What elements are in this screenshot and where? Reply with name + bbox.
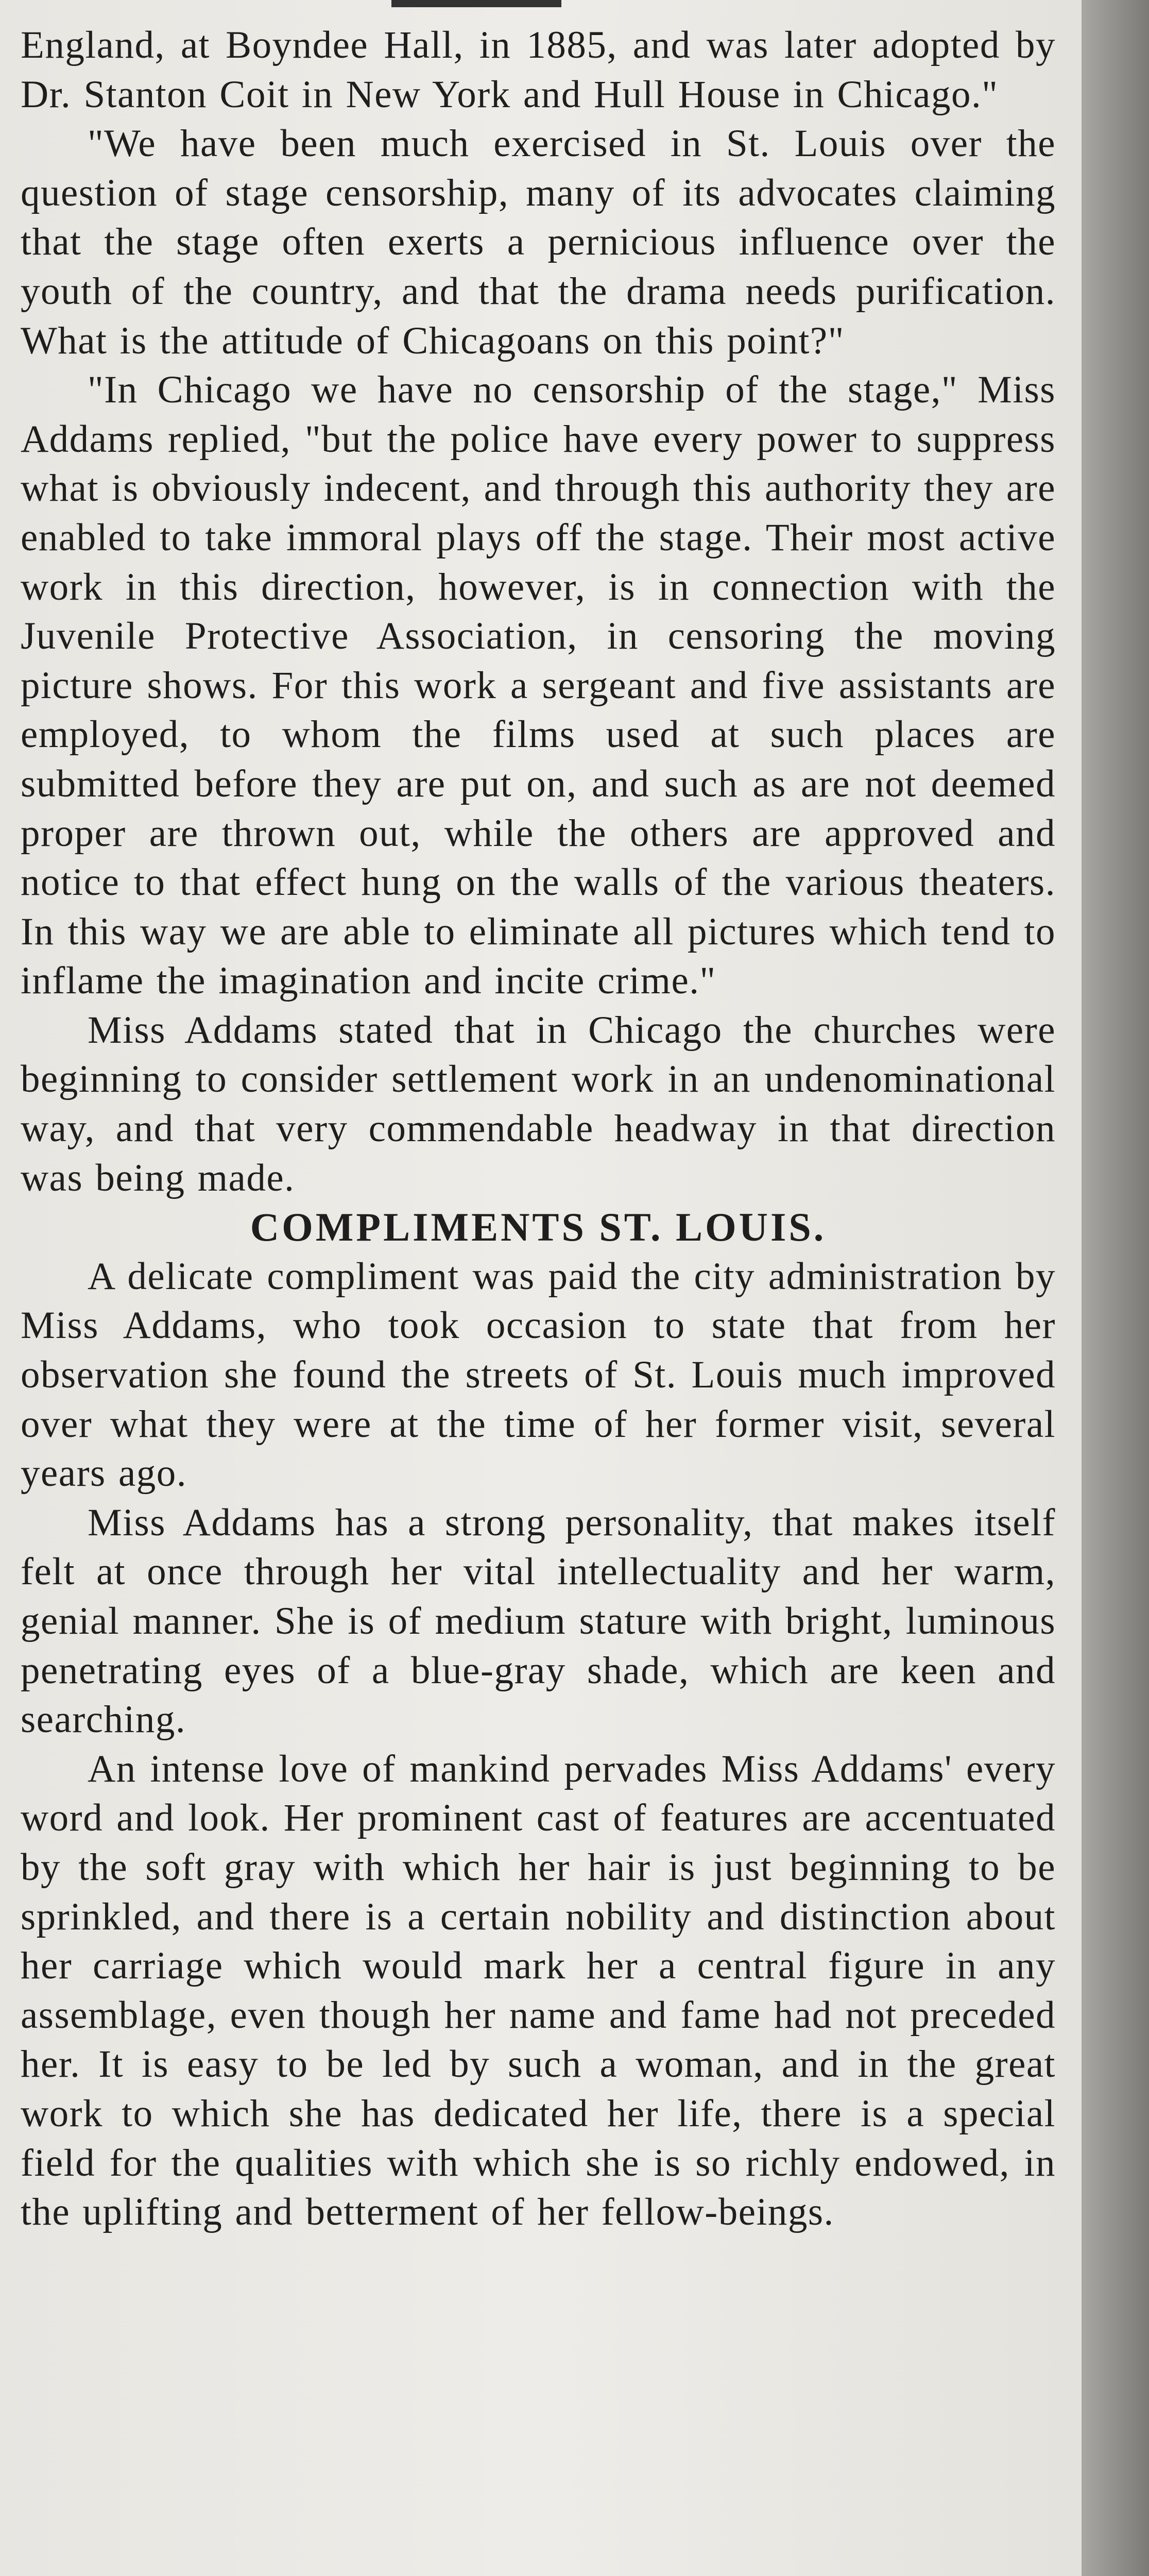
- paragraph-6: Miss Addams has a strong personality, that makes itself felt at once through her vital intellectuality and her warm, genial manner. She is of medium stature with bright, luminous penetrating eyes of a blue-gray shade, which are keen and searching.: [21, 1501, 1056, 1741]
- paragraph-4: Miss Addams stated that in Chicago the churches were beginning to consider settlement work in an undenominational way, and that very commendable headway in that direction was being made.: [21, 1008, 1056, 1199]
- page-edge-shadow: [1082, 0, 1149, 2576]
- article-column: [21, 21, 1056, 2237]
- subhead: COMPLIMENTS ST. LOUIS.: [250, 1205, 827, 1250]
- paragraph-1: England, at Boyndee Hall, in 1885, and was later adopted by Dr. Stanton Coit in New York and Hull House in Chicago.": [21, 24, 1056, 116]
- paragraph-3: "In Chicago we have no censorship of the stage," Miss Addams replied, "but the police have every power to suppress what is obviously indecent, and through this authority they are enabled to take immoral plays off the stage. Their most active work in this direction, however, is in connection with the Juvenile Protective Association, in censoring the moving picture shows. For this work a sergeant and five assistants are employed, to whom the films used at such places are submitted before they are put on, and such as are not deemed proper are thrown out, while the others are approved and notice to that effect hung on the walls of the various theaters. In this way we are able to eliminate all pictures which tend to inflame the imagination and incite crime.": [21, 368, 1056, 1003]
- top-rule: [391, 0, 561, 7]
- paragraph-7: An intense love of mankind pervades Miss Addams' every word and look. Her prominent cast of features are accentuated by the soft gray with which her hair is just beginning to be sprinkled, and there is a certain nobility and distinction about her carriage which would mark her a central figure in any assemblage, even though her name and fame had not preceded her. It is easy to be led by such a woman, and in the great work to which she has dedicated her life, there is a special field for the qualities with which she is so richly endowed, in the uplifting and betterment of her fellow-beings.: [21, 1747, 1056, 2234]
- paragraph-2: "We have been much exercised in St. Louis over the question of stage censorship, many of its advocates claiming that the stage often exerts a pernicious influence over the youth of the country, and that the drama needs purification. What is the attitude of Chicagoans on this point?": [21, 122, 1056, 362]
- paragraph-5: A delicate compliment was paid the city administration by Miss Addams, who took occasion to state that from her observation she found the streets of St. Louis much improved over what they were at the time of her former visit, several years ago.: [21, 1255, 1056, 1495]
